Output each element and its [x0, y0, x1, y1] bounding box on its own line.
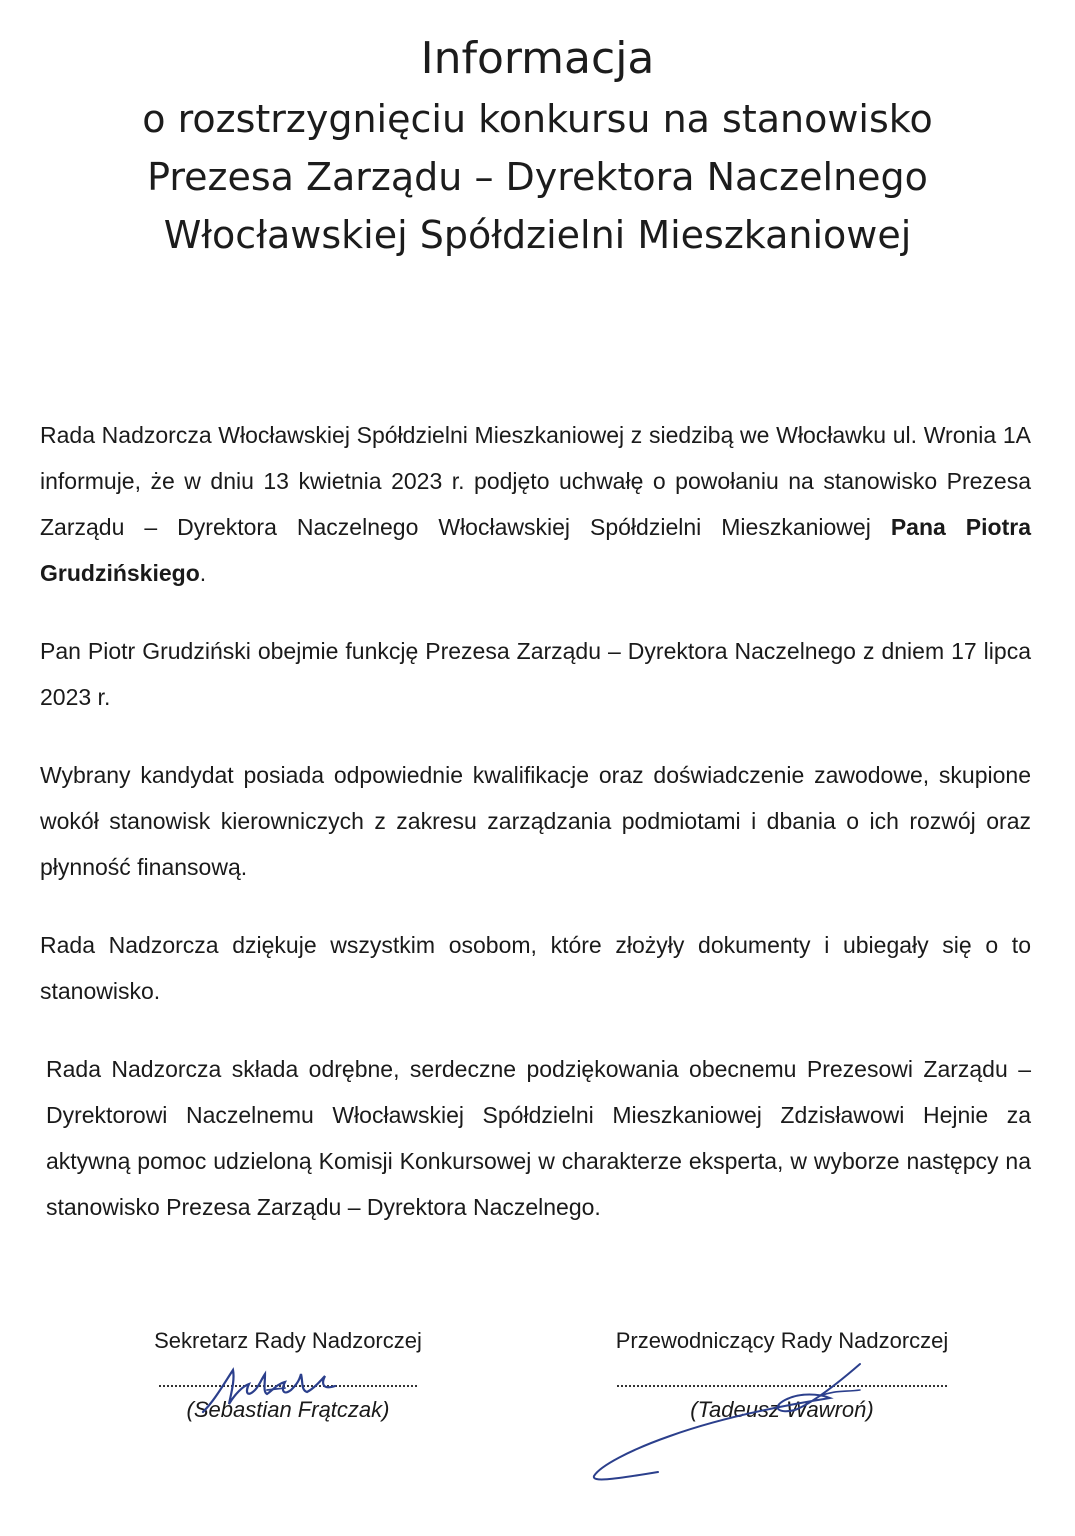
paragraph-appointment — [40, 412, 1031, 596]
paragraph-acknowledgement: Rada Nadzorcza składa odrębne, serdeczne podziękowania obecnemu Prezesowi Zarządu – Dyrektorowi Naczelnemu Włocławskiej Spółdzielni Mieszkaniowej Zdzisławowi Hejnie za aktywną pomoc udzieloną Komisji Konkursowej w charakterze eksperta, w wyborze następcy na stanowisko Prezesa Zarządu – Dyrektora Naczelnego. — [46, 1056, 1031, 1220]
secretary-name: (Sebastian Frątczak) — [186, 1397, 390, 1422]
chairman-role: Przewodniczący Rady Nadzorczej — [615, 1328, 949, 1353]
secretary-role: Sekretarz Rady Nadzorczej — [154, 1328, 422, 1353]
signature-line — [617, 1383, 947, 1387]
title-line-3: Włocławskiej Spółdzielni Mieszkaniowej — [163, 213, 912, 257]
title-line-2: Prezesa Zarządu – Dyrektora Naczelnego — [147, 155, 928, 199]
body-text — [40, 412, 1031, 1262]
appointee-name: Pana Piotra Grudzińskiego — [40, 514, 1031, 586]
signature-block-secretary — [138, 1325, 438, 1425]
signature-line — [159, 1383, 417, 1387]
page-title: Informacja — [420, 33, 655, 84]
title-line-1: o rozstrzygnięciu konkursu na stanowisko — [142, 97, 933, 141]
paragraph-appointment-text: Rada Nadzorcza Włocławskiej Spółdzielni Mieszkaniowej z siedzibą we Włocławku ul. Wronia 1A informuje, że w dniu 13 kwietnia 2023 r. podjęto uchwałę o powołaniu na stanowisko Prezesa Zarządu – Dyrektora Naczelnego Włocławskiej Spółdzielni Mieszkaniowej — [40, 422, 1031, 540]
paragraph-appointment-end: . — [199, 560, 207, 586]
signature-block-chairman — [598, 1325, 966, 1425]
paragraph-thanks: Rada Nadzorcza dziękuje wszystkim osobom, które złożyły dokumenty i ubiegały się o to stanowisko. — [40, 932, 1031, 1004]
paragraph-start-date: Pan Piotr Grudziński obejmie funkcję Prezesa Zarządu – Dyrektora Naczelnego z dniem 17 lipca 2023 r. — [40, 638, 1031, 710]
chairman-name: (Tadeusz Wawroń) — [690, 1397, 874, 1422]
paragraph-qualifications: Wybrany kandydat posiada odpowiednie kwalifikacje oraz doświadczenie zawodowe, skupione wokół stanowisk kierowniczych z zakresu zarządzania podmiotami i dbania o ich rozwój oraz płynność finansową. — [40, 762, 1031, 880]
title-block — [0, 28, 1075, 264]
